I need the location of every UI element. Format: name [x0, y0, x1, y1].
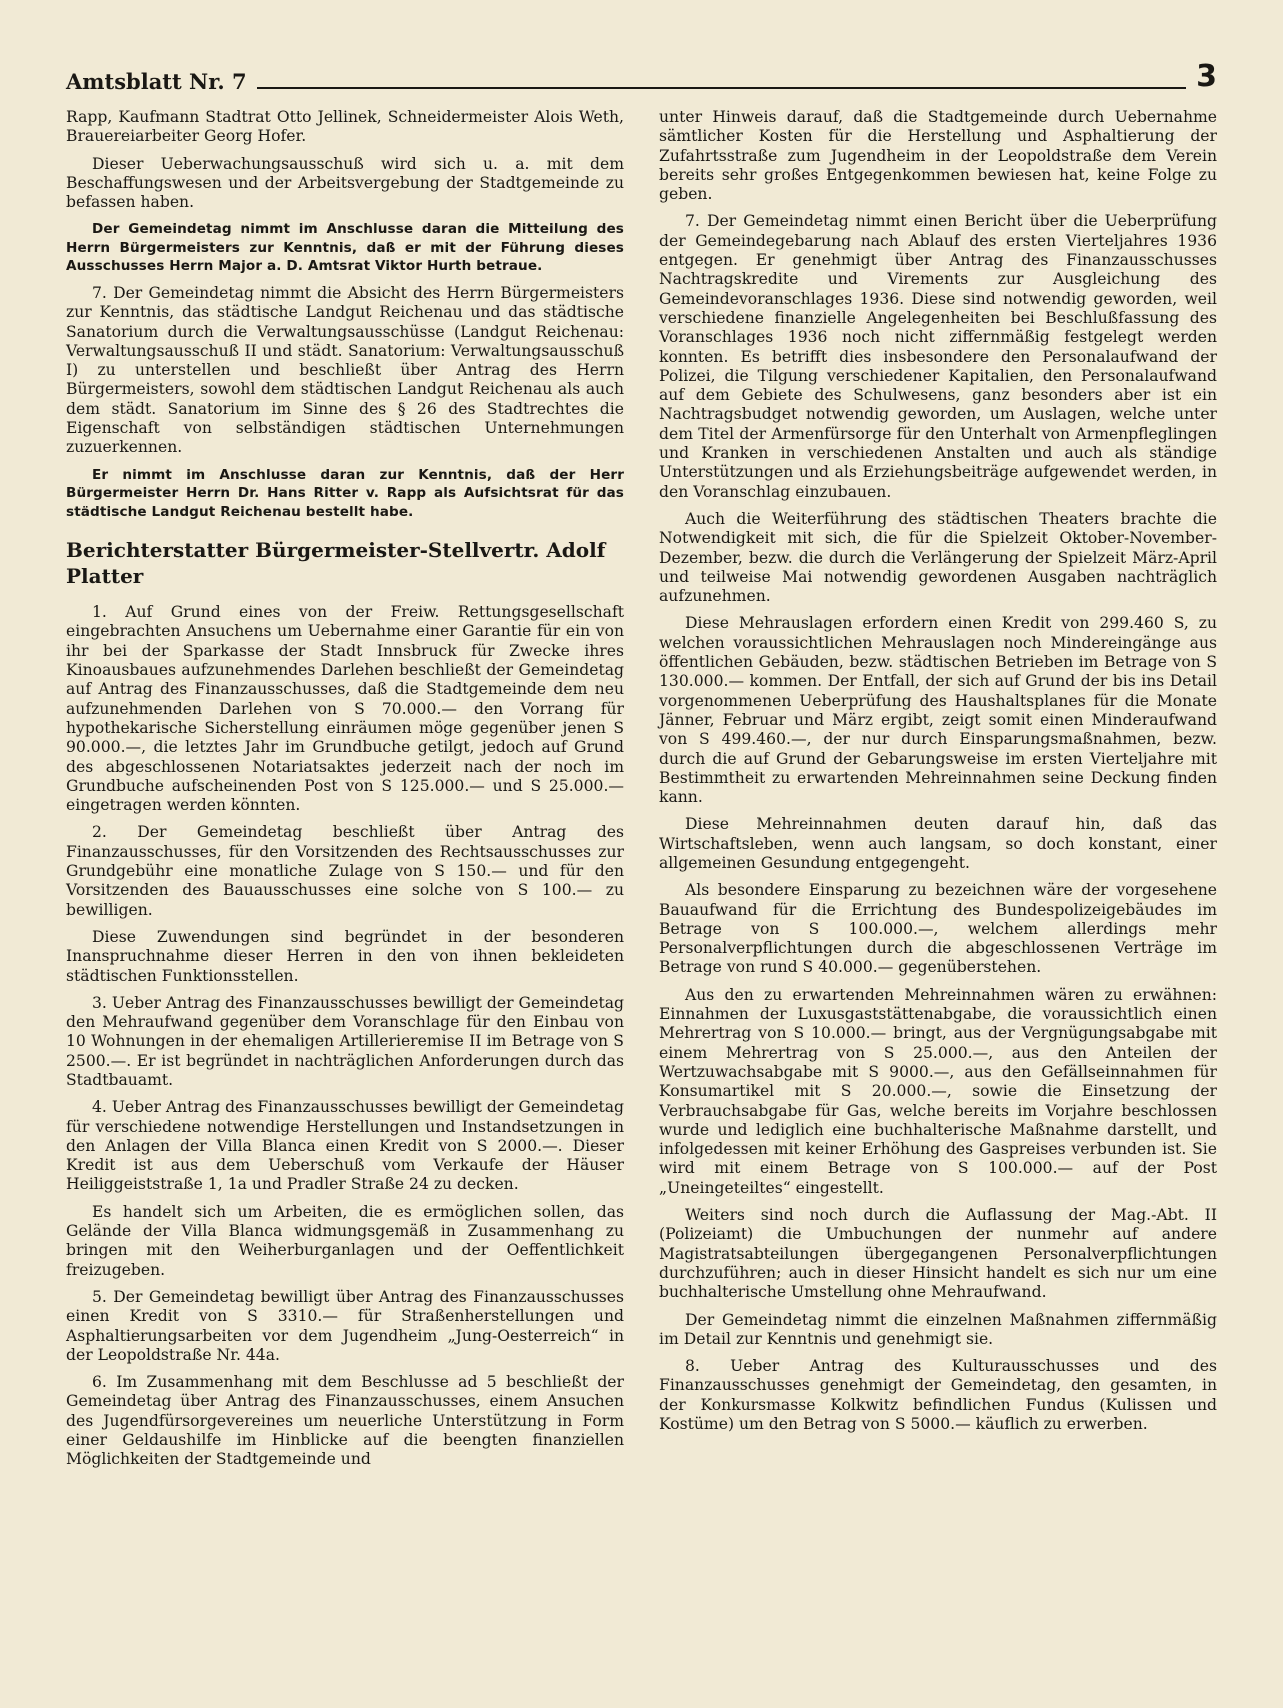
paragraph: Diese Mehreinnahmen deuten darauf hin, daß das Wirtschaftsleben, wenn auch langsam, so doch konstant, einer allgemeinen Gesundung entgegengeht.	[659, 815, 1217, 872]
paragraph: 2. Der Gemeindetag beschließt über Antrag des Finanzausschusses, für den Vorsitzenden des Rechtsausschusses zur Grundgebühr eine monatliche Zulage von S 150.— und für den Vorsitzenden des Bauausschusses eine solche von S 100.— zu bewilligen.	[66, 823, 624, 919]
publication-title: Amtsblatt Nr. 7	[66, 69, 247, 94]
text-columns	[66, 108, 1217, 1478]
page-header	[66, 56, 1217, 92]
paragraph: Auch die Weiterführung des städtischen Theaters brachte die Notwendigkeit mit sich, die für die Spielzeit Oktober-November-Dezember, bezw. die durch die Verlängerung der Spielzeit März-April und teilweise Mai notwendig gewordenen Ausgaben nachträglich aufzunehmen.	[659, 509, 1217, 606]
paragraph: Es handelt sich um Arbeiten, die es ermöglichen sollen, das Gelände der Villa Blanca widmungsgemäß in Zusammenhang zu bringen mit den Weiherburganlagen und der Oeffentlichkeit freizugeben.	[66, 1202, 624, 1279]
header-rule	[257, 87, 1187, 89]
paragraph: Diese Zuwendungen sind begründet in der besonderen Inanspruchnahme dieser Herren in den von ihnen bekleideten städtischen Funktionsstellen.	[66, 927, 624, 985]
resolution-paragraph: Er nimmt im Anschlusse daran zur Kenntnis, daß der Herr Bürgermeister Herrn Dr. Hans Ritter v. Rapp als Aufsichtsrat für das städtische Landgut Reichenau bestellt habe.	[66, 466, 624, 520]
paragraph: Diese Mehrauslagen erfordern einen Kredit von 299.460 S, zu welchen voraussichtlichen Mehrauslagen noch Mindereingänge aus öffentlichen Gebäuden, bezw. städtischen Betrieben im Betrage von S 130.000.— kommen. Der Entfall, der sich auf Grund der bis ins Detail vorgenommenen Ueberprüfung des Haushaltsplanes für die Monate Jänner, Februar und März ergibt, zeigt somit einen Minderaufwand von S 499.460.—, der nur durch Einsparungsmaßnahmen, bezw. durch die auf Grund der Gebarungsweise im ersten Vierteljahre mit Bestimmtheit zu erwartenden Mehreinnahmen seine Deckung finden kann.	[659, 614, 1217, 807]
paragraph: 3. Ueber Antrag des Finanzausschusses bewilligt der Gemeindetag den Mehraufwand gegenüber dem Voranschlage für den Einbau von 10 Wohnungen in der ehemaligen Artillerieremise II im Betrage von S 2500.—. Er ist begründet in nachträglichen Anforderungen durch das Stadtbauamt.	[66, 993, 624, 1089]
paragraph: Weiters sind noch durch die Auflassung der Mag.-Abt. II (Polizeiamt) die Umbuchungen der nunmehr auf andere Magistratsabteilungen übergegangenen Personalverpflichtungen durchzuführen; auch in dieser Hinsicht handelt es sich nur um eine buchhalterische Umstellung ohne Mehraufwand.	[659, 1206, 1217, 1302]
paragraph: Als besondere Einsparung zu bezeichnen wäre der vorgesehene Bauaufwand für die Errichtung des Bundespolizeigebäudes im Betrage von S 100.000.—, welchem allerdings mehr Personalverpflichtungen durch die abgeschlossenen Verträge im Betrage von rund S 40.000.— gegenüberstehen.	[659, 881, 1217, 977]
paragraph: 7. Der Gemeindetag nimmt die Absicht des Herrn Bürgermeisters zur Kenntnis, das städtische Landgut Reichenau und das städtische Sanatorium durch die Verwaltungsausschüsse (Landgut Reichenau: Verwaltungsausschuß II und städt. Sanatorium: Verwaltungsausschuß I) zu unterstellen und beschließt über Antrag des Herrn Bürgermeisters, sowohl dem städtischen Landgut Reichenau als auch dem städt. Sanatorium im Sinne des § 26 des Stadtrechtes die Eigenschaft von selbständigen städtischen Unternehmungen zuzuerkennen.	[66, 283, 624, 457]
paragraph: Dieser Ueberwachungsausschuß wird sich u. a. mit dem Beschaffungswesen und der Arbeitsvergebung der Stadtgemeinde zu befassen haben.	[66, 154, 624, 212]
page-number: 3	[1196, 59, 1217, 94]
resolution-paragraph: Der Gemeindetag nimmt im Anschlusse daran die Mitteilung des Herrn Bürgermeisters zur Kenntnis, daß er mit der Führung dieses Ausschusses Herrn Major a. D. Amtsrat Viktor Hurth betraue.	[66, 221, 624, 275]
paragraph: 8. Ueber Antrag des Kulturausschusses und des Finanzausschusses genehmigt der Gemeindetag, den gesamten, in der Konkursmasse Kolkwitz befindlichen Fundus (Kulissen und Kostüme) um den Betrag von S 5000.— käuflich zu erwerben.	[659, 1357, 1217, 1433]
paragraph: 5. Der Gemeindetag bewilligt über Antrag des Finanzausschusses einen Kredit von S 3310.— für Straßenherstellungen und Asphaltierungsarbeiten vor dem Jugendheim „Jung-Oesterreich“ in der Leopoldstraße Nr. 44a.	[66, 1287, 624, 1364]
paragraph: unter Hinweis darauf, daß die Stadtgemeinde durch Uebernahme sämtlicher Kosten für die Herstellung und Asphaltierung der Zufahrtsstraße zum Jugendheim in der Leopoldstraße dem Verein bereits sehr großes Entgegenkommen bewiesen hat, keine Folge zu geben.	[659, 108, 1217, 204]
paragraph: Der Gemeindetag nimmt die einzelnen Maßnahmen ziffernmäßig im Detail zur Kenntnis und genehmigt sie.	[659, 1310, 1217, 1348]
paragraph: Aus den zu erwartenden Mehreinnahmen wären zu erwähnen: Einnahmen der Luxusgaststättenabgabe, die voraussichtlich einen Mehrertrag von S 10.000.— bringt, aus der Vergnügungsabgabe mit einem Mehrertrag von S 25.000.—, aus den Anteilen der Wertzuwachsabgabe mit S 9000.—, aus den Gefällseinnahmen für Konsumartikel mit S 20.000.—, sowie die Einsetzung der Verbrauchsabgabe für Gas, welche bereits im Vorjahre beschlossen wurde und lediglich eine buchhalterische Maßnahme darstellt, und infolgedessen mit keiner Erhöhung des Gaspreises verbunden ist. Sie wird mit einem Betrage von S 100.000.— auf der Post „Uneingeteiltes“ eingestellt.	[659, 985, 1217, 1197]
paragraph: 7. Der Gemeindetag nimmt einen Bericht über die Ueberprüfung der Gemeindegebarung nach Ablauf des ersten Vierteljahres 1936 entgegen. Er genehmigt über Antrag des Finanzausschusses Nachtragskredite und Virements zur Ausgleichung des Gemeindevoranschlages 1936. Diese sind notwendig geworden, weil verschiedene finanzielle Angelegenheiten bei Beschlußfassung des Voranschlages 1936 noch nicht ziffernmäßig festgelegt werden konnten. Es betrifft dies insbesondere den Personalaufwand der Polizei, die Tilgung verschiedener Kapitalien, den Personalaufwand auf dem Gebiete des Schulwesens, ganz besonders aber ist ein Nachtragsbudget notwendig geworden, um Auslagen, welche unter dem Titel der Armenfürsorge für den Unterhalt von Armenpfleglingen und Kranken in verschiedenen Anstalten und auch als ständige Unterstützungen und als Erziehungsbeiträge aufgewendet werden, in den Voranschlag einzubauen.	[659, 212, 1217, 501]
paragraph: 1. Auf Grund eines von der Freiw. Rettungsgesellschaft eingebrachten Ansuchens um Uebernahme einer Garantie für ein von ihr bei der Sparkasse der Stadt Innsbruck für Zwecke ihres Kinoausbaues aufzunehmendes Darlehen beschließt der Gemeindetag auf Antrag des Finanzausschusses, daß die Stadtgemeinde dem neu aufzunehmenden Darlehen von S 70.000.— den Vorrang für hypothekarische Sicherstellung einräumen möge gegenüber jenen S 90.000.—, die letztes Jahr im Grundbuche getilgt, jedoch auf Grund des abgeschlossenen Notariatsaktes jederzeit nach der noch im Grundbuche aufscheinenden Post von S 125.000.— und S 25.000.— eingetragen werden könnten.	[66, 603, 624, 815]
left-column	[66, 108, 624, 1478]
section-heading: Berichterstatter Bürgermeister-Stellvertr. Adolf Platter	[66, 538, 606, 589]
paragraph: Rapp, Kaufmann Stadtrat Otto Jellinek, Schneidermeister Alois Weth, Brauereiarbeiter Georg Hofer.	[66, 108, 624, 146]
paragraph: 4. Ueber Antrag des Finanzausschusses bewilligt der Gemeindetag für verschiedene notwendige Herstellungen und Instandsetzungen in den Anlagen der Villa Blanca einen Kredit von S 2000.—. Dieser Kredit ist aus dem Ueberschuß vom Verkaufe der Häuser Heiliggeiststraße 1, 1a und Pradler Straße 24 zu decken.	[66, 1098, 624, 1194]
paragraph: 6. Im Zusammenhang mit dem Beschlusse ad 5 beschließt der Gemeindetag über Antrag des Finanzausschusses, einem Ansuchen des Jugendfürsorgevereines um neuerliche Unterstützung in Form einer Geldaushilfe im Hinblicke auf die beengten finanziellen Möglichkeiten der Stadtgemeinde und	[66, 1373, 624, 1469]
right-column	[659, 108, 1217, 1478]
